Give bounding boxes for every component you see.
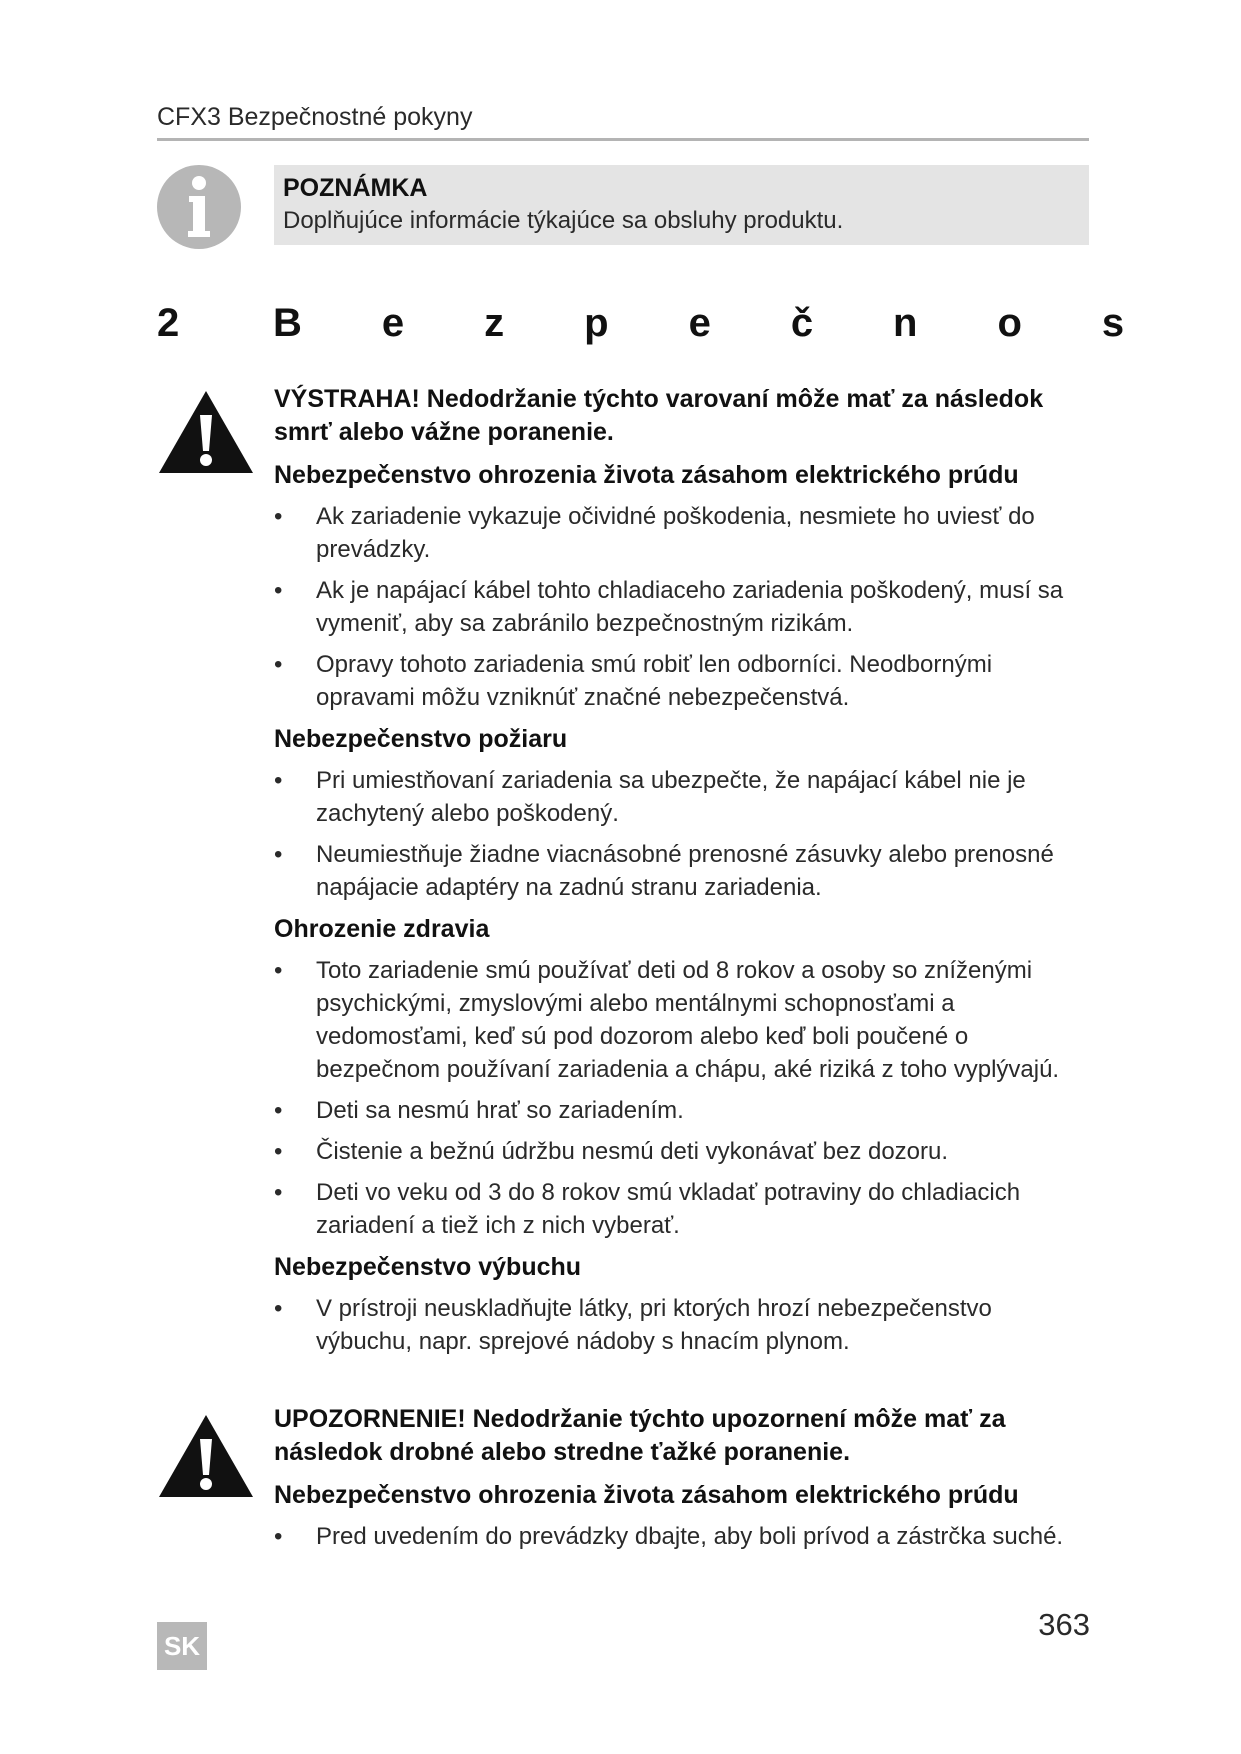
- chapter-title: Bezpečnos: [273, 301, 1205, 345]
- list-item-text: Ak je napájací kábel tohto chladiaceho zariadenia poškodený, musí sa vymeniť, aby sa zabránilo bezpečnostným rizikám.: [316, 577, 1064, 637]
- caution-triangle-icon: [157, 1413, 255, 1499]
- list-item-text: V prístroji neuskladňujte látky, pri ktorých hrozí nebezpečenstvo výbuchu, napr. sprejové nádoby s hnacím plynom.: [316, 1295, 992, 1355]
- bullet-glyph: •: [274, 1138, 283, 1165]
- warning-block: [274, 383, 1094, 1367]
- list-item: [274, 764, 1094, 830]
- bullet-glyph: •: [274, 767, 283, 794]
- section-heading: Nebezpečenstvo ohrozenia života zásahom elektrického prúdu: [274, 1481, 1019, 1509]
- section-heading: Ohrozenie zdravia: [274, 915, 490, 943]
- bullet-glyph: •: [274, 1523, 283, 1550]
- list-item-text: Deti sa nesmú hrať so zariadením.: [316, 1097, 684, 1124]
- section-heading: Nebezpečenstvo výbuchu: [274, 1253, 582, 1281]
- bullet-glyph: •: [274, 503, 283, 530]
- language-badge: SK: [157, 1622, 207, 1670]
- list-item-text: Pred uvedením do prevádzky dbajte, aby boli prívod a zástrčka suché.: [316, 1523, 1064, 1550]
- caution-block: [274, 1403, 1094, 1562]
- bullet-list: [274, 954, 1094, 1242]
- section-heading: Nebezpečenstvo požiaru: [274, 725, 568, 753]
- list-item-text: Pri umiestňovaní zariadenia sa ubezpečte, že napájací kábel nie je zachytený alebo poškodený.: [316, 767, 1026, 827]
- bullet-list: [274, 1292, 1094, 1358]
- bullet-glyph: •: [274, 841, 283, 868]
- bullet-glyph: •: [274, 577, 283, 604]
- list-item-text: Toto zariadenie smú používať deti od 8 rokov a osoby so zníženými psychickými, zmyslovými alebo mentálnymi schopnosťami a vedomosťami, keď sú pod dozorom alebo keď boli poučené o bezpečnom používaní zariadenia a chápu, aké riziká z toho vyplývajú.: [316, 957, 1060, 1083]
- warning-signal-text: VÝSTRAHA! Nedodržanie týchto varovaní môže mať za následok smrť alebo vážne poranenie.: [274, 385, 1044, 446]
- chapter-heading: [157, 298, 1207, 348]
- list-item: [274, 1094, 1094, 1127]
- list-item: [274, 574, 1094, 640]
- bullet-glyph: •: [274, 651, 283, 678]
- list-item-text: Ak zariadenie vykazuje očividné poškodenia, nesmiete ho uviesť do prevádzky.: [316, 503, 1035, 563]
- chapter-number: 2: [157, 301, 180, 345]
- note-title: POZNÁMKA: [283, 174, 428, 202]
- bullet-list: [274, 500, 1094, 714]
- bullet-list: [274, 1520, 1094, 1553]
- list-item: [274, 954, 1094, 1086]
- section-heading: Nebezpečenstvo ohrozenia života zásahom elektrického prúdu: [274, 461, 1019, 489]
- info-icon: [157, 165, 241, 249]
- list-item-text: Opravy tohoto zariadenia smú robiť len odborníci. Neodbornými opravami môžu vzniknúť značné nebezpečenstvá.: [316, 651, 993, 711]
- list-item: [274, 1292, 1094, 1358]
- caution-signal-text: UPOZORNENIE! Nedodržanie týchto upozornení môže mať za následok drobné alebo stredne ťažké poranenie.: [274, 1405, 1006, 1466]
- warning-triangle-icon: [157, 389, 255, 475]
- list-item: [274, 1135, 1094, 1168]
- list-item: [274, 838, 1094, 904]
- list-item: [274, 500, 1094, 566]
- list-item-text: Neumiestňuje žiadne viacnásobné prenosné zásuvky alebo prenosné napájacie adaptéry na zadnú stranu zariadenia.: [316, 841, 1054, 901]
- header-divider: [157, 138, 1089, 141]
- list-item: [274, 648, 1094, 714]
- note-box: [274, 165, 1089, 245]
- bullet-glyph: •: [274, 1295, 283, 1322]
- bullet-glyph: •: [274, 957, 283, 984]
- bullet-glyph: •: [274, 1097, 283, 1124]
- list-item: [274, 1520, 1094, 1553]
- note-text: Doplňujúce informácie týkajúce sa obsluhy produktu.: [283, 207, 844, 234]
- bullet-list: [274, 764, 1094, 904]
- list-item: [274, 1176, 1094, 1242]
- bullet-glyph: •: [274, 1179, 283, 1206]
- page-number: 363: [1038, 1607, 1090, 1642]
- header-title: CFX3 Bezpečnostné pokyny: [157, 103, 473, 131]
- list-item-text: Čistenie a bežnú údržbu nesmú deti vykonávať bez dozoru.: [316, 1138, 949, 1165]
- list-item-text: Deti vo veku od 3 do 8 rokov smú vkladať potraviny do chladiacich zariadení a tiež ich z nich vyberať.: [316, 1179, 1021, 1239]
